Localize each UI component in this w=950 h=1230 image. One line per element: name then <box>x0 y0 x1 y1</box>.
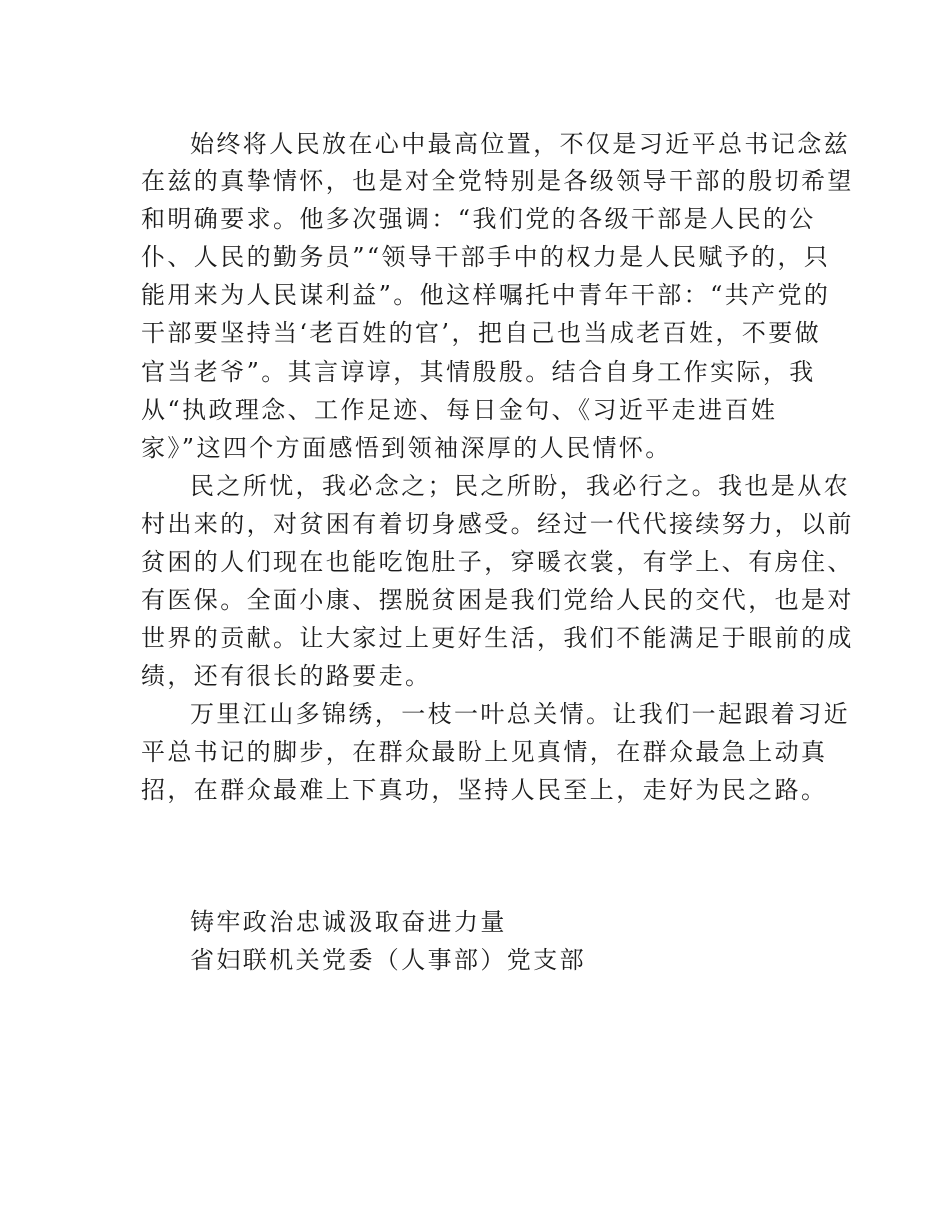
next-article-author: 省妇联机关党委（人事部）党支部 <box>190 946 586 974</box>
paragraph-2-line: 民之所忧，我必念之；民之所盼，我必行之。我也是从农 <box>190 472 850 500</box>
paragraph-1-line: 在兹的真挚情怀，也是对全党特别是各级领导干部的殷切希望 <box>141 167 854 195</box>
paragraph-2-line: 世界的贡献。让大家过上更好生活，我们不能满足于眼前的成 <box>141 624 854 652</box>
paragraph-2-line: 贫困的人们现在也能吃饱肚子，穿暖衣裳，有学上、有房住、 <box>141 548 854 576</box>
next-article-title: 铸牢政治忠诚汲取奋进力量 <box>190 908 507 936</box>
paragraph-1-line: 和明确要求。他多次强调：“我们党的各级干部是人民的公 <box>141 205 816 233</box>
paragraph-2-line: 有医保。全面小康、摆脱贫困是我们党给人民的交代，也是对 <box>141 586 854 614</box>
paragraph-1-line: 官当老爷”。其言谆谆，其情殷殷。结合自身工作实际，我 <box>141 358 816 386</box>
paragraph-2-line: 绩，还有很长的路要走。 <box>141 662 432 690</box>
paragraph-1-line: 始终将人民放在心中最高位置，不仅是习近平总书记念兹 <box>190 130 850 158</box>
paragraph-3-line: 万里江山多锦绣，一枝一叶总关情。让我们一起跟着习近 <box>190 700 850 728</box>
paragraph-1-line: 家》”这四个方面感悟到领袖深厚的人民情怀。 <box>141 434 672 462</box>
paragraph-1-line: 从“执政理念、工作足迹、每日金句、《习近平走进百姓 <box>141 396 778 424</box>
paragraph-1-line: 干部要坚持当‘老百姓的官’，把自己也当成老百姓，不要做 <box>141 319 822 347</box>
paragraph-1-line: 能用来为人民谋利益”。他这样嘱托中青年干部：“共产党的 <box>141 281 831 309</box>
paragraph-3-line: 平总书记的脚步，在群众最盼上见真情，在群众最急上动真 <box>141 738 828 766</box>
paragraph-3-line: 招，在群众最难上下真功，坚持人民至上，走好为民之路。 <box>141 776 828 804</box>
paragraph-2-line: 村出来的，对贫困有着切身感受。经过一代代接续努力，以前 <box>141 510 854 538</box>
paragraph-1-line: 仆、人民的勤务员”“领导干部手中的权力是人民赋予的，只 <box>141 243 831 271</box>
